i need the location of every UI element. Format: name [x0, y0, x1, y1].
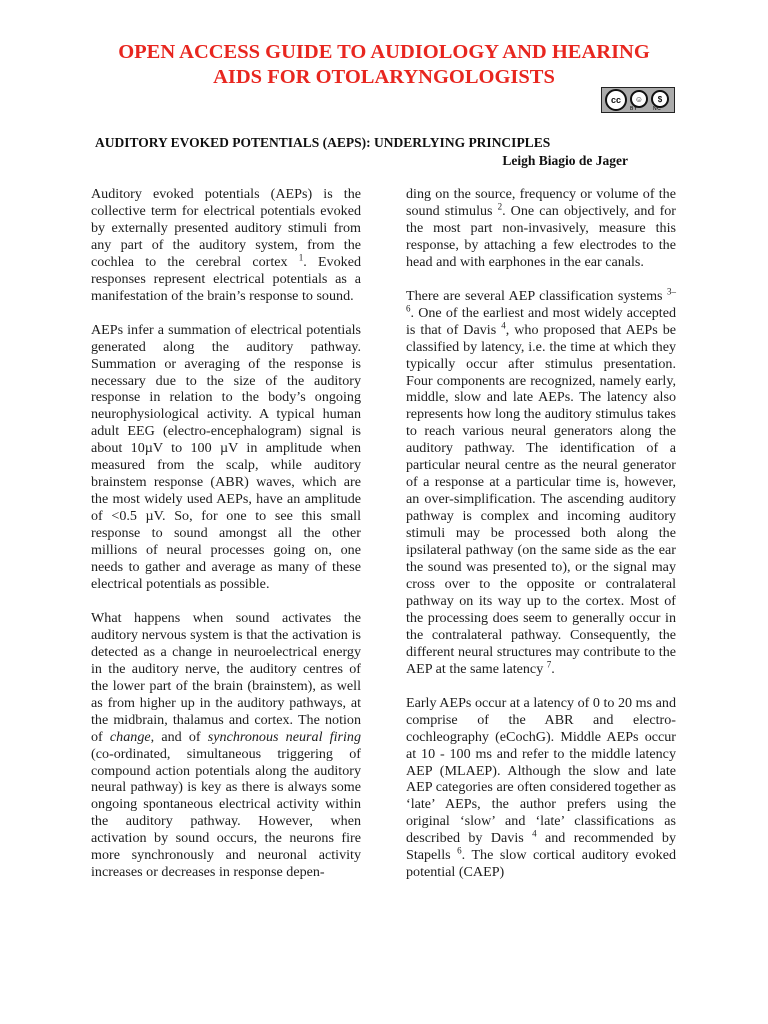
- citation: 4: [501, 319, 506, 330]
- citation: 7: [546, 659, 552, 670]
- left-column: [91, 186, 361, 898]
- paragraph: AEPs infer a summation of electrical potentials generated along the auditory pathway. Summation or averaging of the response is necessary due to the size of the auditory response in relation to the body’s ongoing neurophysiological activity. A typical human adult EEG (electro-encephalogram) signal is about 10µV to 100 µV in amplitude when measured from the scalp, while auditory brainstem response (ABR) waves, which are the most widely used AEPs, have an amplitude of <0.5 µV. So, for one to see this small response to sound amongst all the other millions of neural processes going on, one needs to gather and average as many of these electrical potentials as possible.: [91, 321, 361, 592]
- license-nc-label: NC: [653, 106, 662, 112]
- citation: 1: [298, 252, 304, 263]
- article-author: Leigh Biagio de Jager: [502, 153, 628, 168]
- guide-title-line-1: OPEN ACCESS GUIDE TO AUDIOLOGY AND HEARING: [118, 41, 650, 63]
- citation: 6: [457, 845, 462, 856]
- paragraph: ding on the source, frequency or volume of the sound stimulus $^2$. One can objectively, and for the most part non-invasively, measure this response, by attaching a few electrodes to the head and with earphones in the ear canals.: [406, 186, 677, 270]
- paragraph: What happens when sound activates the auditory nervous system is that the activation is detected as a change in neuroelectrical energy in the auditory nerve, the auditory centres of the lower part of the brain (brainstem), as well as from higher up in the auditory pathways, at the midbrain, thalamus and cortex. The notion of change, and of synchronous neural firing (co-ordinated, simultaneous triggering of compound action potentials along the auditory neural pathway) is key as there is always some ongoing spontaneous electrical activity within the auditory pathway. However, when activation by sound occurs, the neurons fire more synchronously and neuronal activity increases or decreases in response depen-: [91, 609, 361, 881]
- guide-title: [0, 40, 768, 90]
- noncommercial-icon: $: [651, 90, 669, 108]
- citation: 4: [532, 828, 537, 839]
- citation: 3–6: [406, 286, 676, 314]
- paragraph: There are several AEP classification systems $^{3-6}$. One of the earliest and most widely accepted is that of Davis $^4$, who proposed that AEPs be classified by latency, i.e. the time at which they typically occur after stimulus presentation. Four components are recognized, namely early, middle, slow and late AEPs. The latency also represents how long the auditory stimulus takes to reach various neural generators along the auditory pathway. The identification of a particular neural centre as the neural generator of a response at a particular time is, however, an over-simplification. The ascending auditory pathway is complex and incoming auditory stimuli may be processed both along the ipsilateral pathway (on the same side as the ear the sound was presented to), or the signal may cross over to the opposite or contralateral pathway on its way up to the cortex. Most of the processing does seem to generally occur in the contralateral pathway. Consequently, the different neural structures may contribute to the AEP at the same latency $^7$.: [406, 286, 676, 677]
- article-title: AUDITORY EVOKED POTENTIALS (AEPS): UNDERLYING PRINCIPLES: [95, 135, 551, 150]
- license-by-label: BY: [630, 106, 638, 112]
- guide-title-line-2: AIDS FOR OTOLARYNGOLOGISTS: [213, 66, 555, 88]
- right-column: [406, 186, 676, 898]
- paragraph: Early AEPs occur at a latency of 0 to 20 ms and comprise of the ABR and electro-cochleography (eCochG). Middle AEPs occur at 10 - 100 ms and refer to the middle latency AEP (MLAEP). Although the slow and late AEP categories are often considered together as ‘late’ AEPs, the author prefers using the original ‘slow’ and ‘late’ classifications as described by Davis $^4$ and recommended by Stapells $^6$. The slow cortical auditory evoked potential (CAEP): [406, 694, 677, 881]
- citation: 2: [497, 201, 503, 212]
- cc-license-badge[interactable]: [601, 87, 675, 113]
- creative-commons-icon: cc: [605, 89, 627, 111]
- attribution-icon: ☺: [630, 90, 648, 108]
- paragraph: Auditory evoked potentials (AEPs) is the collective term for electrical potentials evoked by externally presented auditory stimuli from any part of the auditory system, from the cochlea to the cerebral cortex $^1$. Evoked responses represent electrical potentials as a manifestation of the brain’s response to sound.: [91, 186, 361, 304]
